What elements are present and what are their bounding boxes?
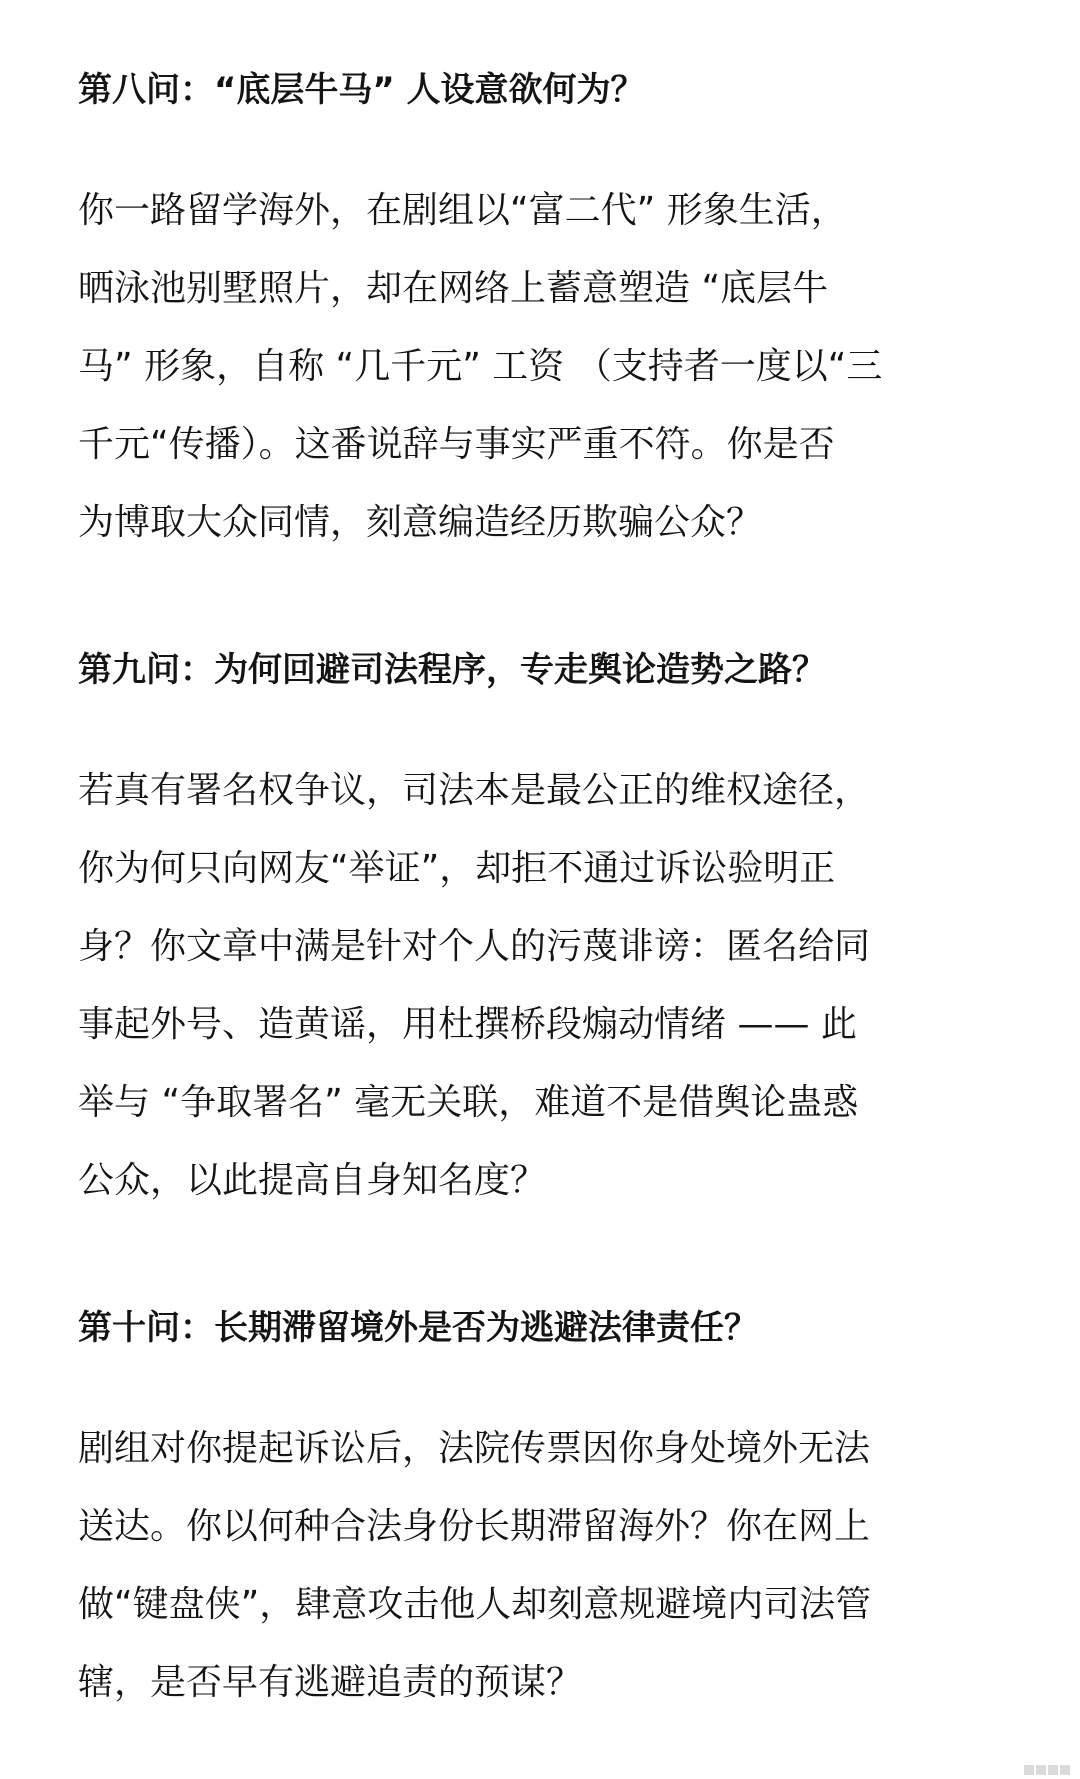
- body-line: 举与 “争取署名” 毫无关联，难道不是借舆论蛊惑: [78, 1082, 859, 1123]
- body-line: 晒泳池别墅照片，却在网络上蓄意塑造 “底层牛: [78, 268, 829, 309]
- question-10-body: [78, 1410, 1008, 1722]
- question-9-heading: 第九问：为何回避司法程序，专走舆论造势之路？: [78, 650, 826, 690]
- body-line: 你为何只向网友“举证”，却拒不通过诉讼验明正: [78, 848, 836, 889]
- body-line: 送达。你以何种合法身份长期滞留海外？你在网上: [78, 1506, 871, 1547]
- article: [78, 52, 1008, 1722]
- question-8-body: [78, 172, 1008, 562]
- watermark-mark: [1024, 1765, 1070, 1775]
- body-line: 做“键盘侠”，肆意攻击他人却刻意规避境内司法管: [78, 1584, 872, 1625]
- body-line: 千元“传播）。这番说辞与事实严重不符。你是否: [78, 424, 835, 465]
- watermark-dot: [1036, 1765, 1046, 1775]
- body-line: 事起外号、造黄谣，用杜撰桥段煽动情绪 —— 此: [78, 1004, 857, 1045]
- body-line: 公众，以此提高自身知名度？: [78, 1160, 547, 1201]
- question-8-heading: 第八问：“底层牛马” 人设意欲何为？: [78, 70, 645, 110]
- body-line: 辖，是否早有逃避追责的预谋？: [78, 1662, 583, 1703]
- watermark-dot: [1024, 1765, 1034, 1775]
- question-9-body: [78, 752, 1008, 1220]
- watermark-dot: [1060, 1765, 1070, 1775]
- body-line: 若真有署名权争议，司法本是最公正的维权途径，: [78, 770, 871, 811]
- body-line: 剧组对你提起诉讼后，法院传票因你身处境外无法: [78, 1428, 871, 1469]
- body-line: 为博取大众同情，刻意编造经历欺骗公众？: [78, 502, 763, 543]
- body-line: 身？你文章中满是针对个人的污蔑诽谤：匿名给同: [78, 926, 871, 967]
- body-line: 马” 形象，自称 “几千元” 工资 （支持者一度以“三: [78, 346, 883, 387]
- body-line: 你一路留学海外，在剧组以“富二代” 形象生活，: [78, 190, 847, 231]
- question-10-heading: 第十问：长期滞留境外是否为逃避法律责任？: [78, 1308, 758, 1348]
- watermark-dot: [1048, 1765, 1058, 1775]
